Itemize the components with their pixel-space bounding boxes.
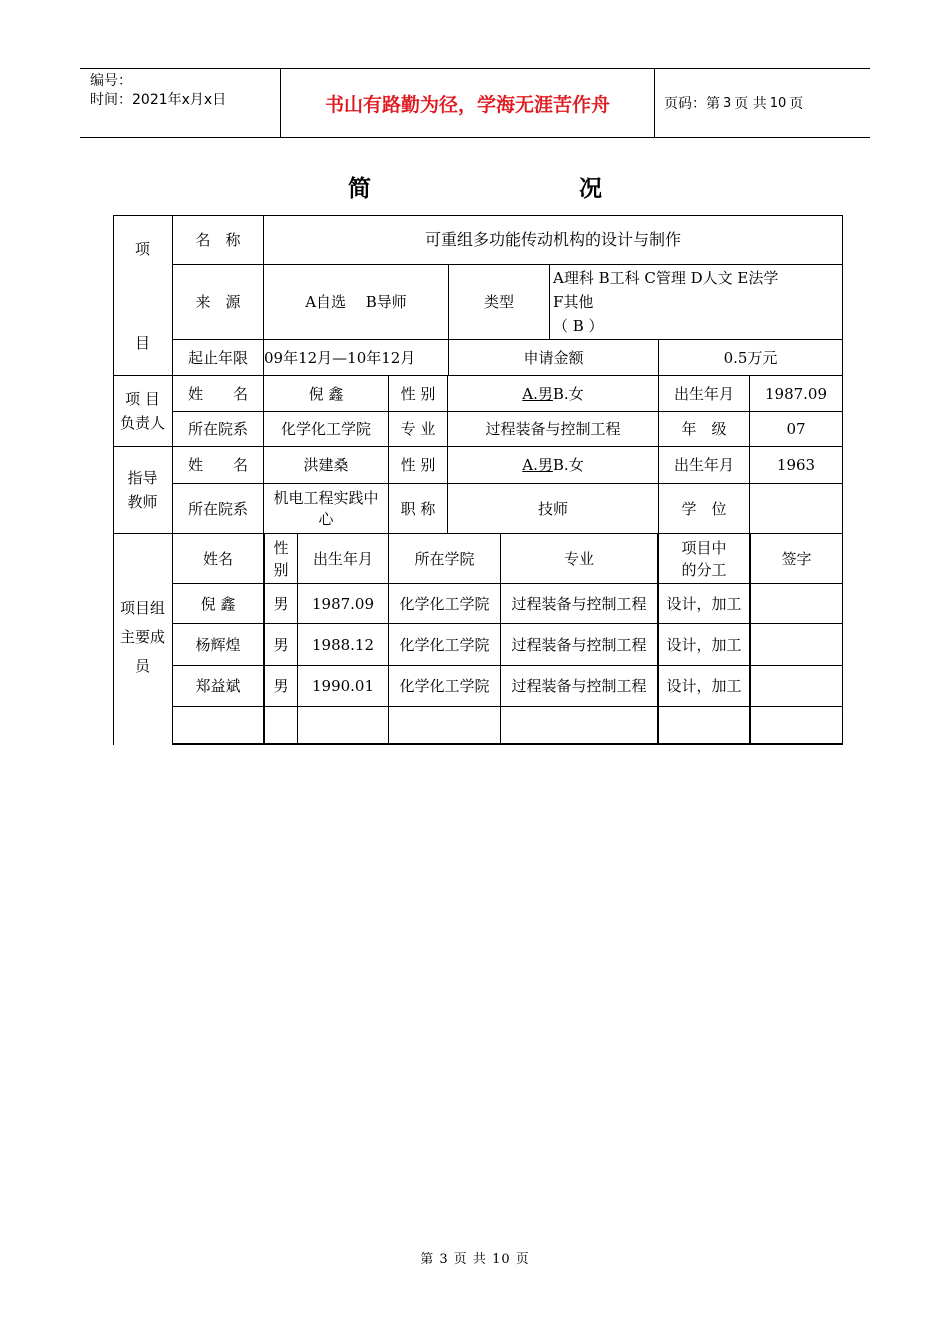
leader-birth-value: 1987.09 [764,384,828,403]
advisor-title-value: 技师 [537,499,568,518]
header-motto: 书山有路勤为径，学海无涯苦作舟 [280,69,655,137]
page-prefix: 页码：第 [664,96,720,112]
member-name: 杨辉煌 [195,635,241,654]
source-label: 来 源 [195,293,241,311]
period-value: 09年12月—10年12月 [264,348,416,367]
advisor-gender-selected: A.男 [522,456,553,474]
member-major [501,707,657,743]
member-college: 化学化工学院 [399,677,490,695]
members-header-sign: 签字 [781,549,812,568]
page-mid: 页 共 [734,96,767,112]
member-sign [751,666,842,706]
leader-major-label: 专 业 [400,420,436,438]
advisor-title-label: 职 称 [400,499,436,518]
footer-total: 10 [492,1252,511,1267]
members-header-gender: 性 别 [273,538,289,579]
advisor-gender-other: B.女 [552,456,584,474]
leader-gender-value [448,376,658,411]
member-college: 化学化工学院 [399,635,490,654]
advisor-section-label: 指导 教师 [127,469,158,511]
members-header-role: 项目中 的分工 [681,538,727,579]
leader-gender-other: B.女 [552,384,584,403]
page-header [80,68,870,138]
project-section-label-bottom: 目 [134,334,150,352]
name-label: 名 称 [195,231,241,249]
member-role [659,707,749,743]
advisor-dept-label: 所在院系 [187,499,248,518]
leader-dept-value: 化学化工学院 [280,420,371,438]
header-page-number [654,69,870,137]
member-sign [751,624,842,665]
leader-grade-label: 年 级 [681,420,727,438]
members-header-major: 专业 [563,549,594,568]
project-section-label-top: 项 [134,240,150,258]
footer-current: 3 [439,1252,449,1267]
header-meta [80,69,280,140]
page-suffix: 页 [789,96,804,112]
member-name [173,707,263,743]
members-header-college: 所在学院 [414,549,475,568]
member-birth: 1987.09 [311,594,375,613]
advisor-name-value: 洪建桑 [303,456,349,474]
leader-dept-label: 所在院系 [187,420,248,438]
leader-gender-selected: A.男 [522,384,553,403]
member-role: 设计，加工 [666,594,742,613]
page-footer [0,1248,950,1267]
project-name-value: 可重组多功能传动机构的设计与制作 [424,230,681,249]
member-name: 倪 鑫 [200,594,236,613]
member-birth [298,707,388,743]
footer-suffix: 页 [515,1252,530,1267]
type-label: 类型 [483,293,514,311]
time-label: 时间：2021年x月x日 [90,92,227,108]
member-role: 设计，加工 [666,677,742,695]
type-options [550,265,842,339]
leader-name-label: 姓 名 [187,384,248,403]
title-char-1: 简 [348,176,371,202]
summary-table [113,215,843,745]
leader-name-value: 倪 鑫 [308,384,344,403]
amount-value: 0.5万元 [723,348,778,367]
source-value: A自选 B导师 [305,293,407,311]
advisor-gender-label: 性 别 [400,456,436,474]
member-role: 设计，加工 [666,635,742,654]
member-major: 过程装备与控制工程 [511,635,647,654]
advisor-name-label: 姓 名 [187,456,248,474]
member-name: 郑益斌 [195,677,241,695]
period-label: 起止年限 [187,348,248,367]
page-total: 10 [769,95,787,111]
title-char-2: 况 [579,176,602,202]
amount-label: 申请金额 [523,348,584,367]
footer-prefix: 第 [420,1252,435,1267]
advisor-gender-value [448,447,658,483]
page-title [0,170,950,204]
member-gender: 男 [273,677,289,695]
footer-mid: 页 共 [453,1252,487,1267]
members-section-label: 项目组 主要成 员 [119,598,165,675]
members-header-birth: 出生年月 [312,549,373,568]
advisor-dept-value: 机电工程实践中 心 [273,488,379,528]
type-selected: （ B ） [553,317,604,335]
leader-section-label: 项 目 负责人 [119,390,165,432]
page-current: 3 [723,95,732,111]
advisor-birth-label: 出生年月 [673,456,734,474]
advisor-degree-value [750,484,842,533]
member-gender: 男 [273,635,289,654]
member-college [389,707,500,743]
member-birth: 1988.12 [311,635,375,654]
member-college: 化学化工学院 [399,594,490,613]
advisor-degree-label: 学 位 [681,499,727,518]
leader-grade-value: 07 [786,420,806,438]
member-gender: 男 [273,594,289,613]
member-sign [751,707,842,743]
advisor-birth-value: 1963 [776,456,816,474]
member-gender [265,707,297,743]
leader-gender-label: 性 别 [400,384,436,403]
leader-major-value: 过程装备与控制工程 [485,420,621,438]
member-sign [751,584,842,623]
member-birth: 1990.01 [311,677,375,695]
type-options-line2: F其他 [553,293,594,311]
member-major: 过程装备与控制工程 [511,594,647,613]
members-header-name: 姓名 [202,549,233,568]
number-label: 编号： [90,73,132,89]
leader-birth-label: 出生年月 [673,384,734,403]
type-options-line1: A理科 B工科 C管理 D人文 E法学 [553,269,779,287]
member-major: 过程装备与控制工程 [511,677,647,695]
